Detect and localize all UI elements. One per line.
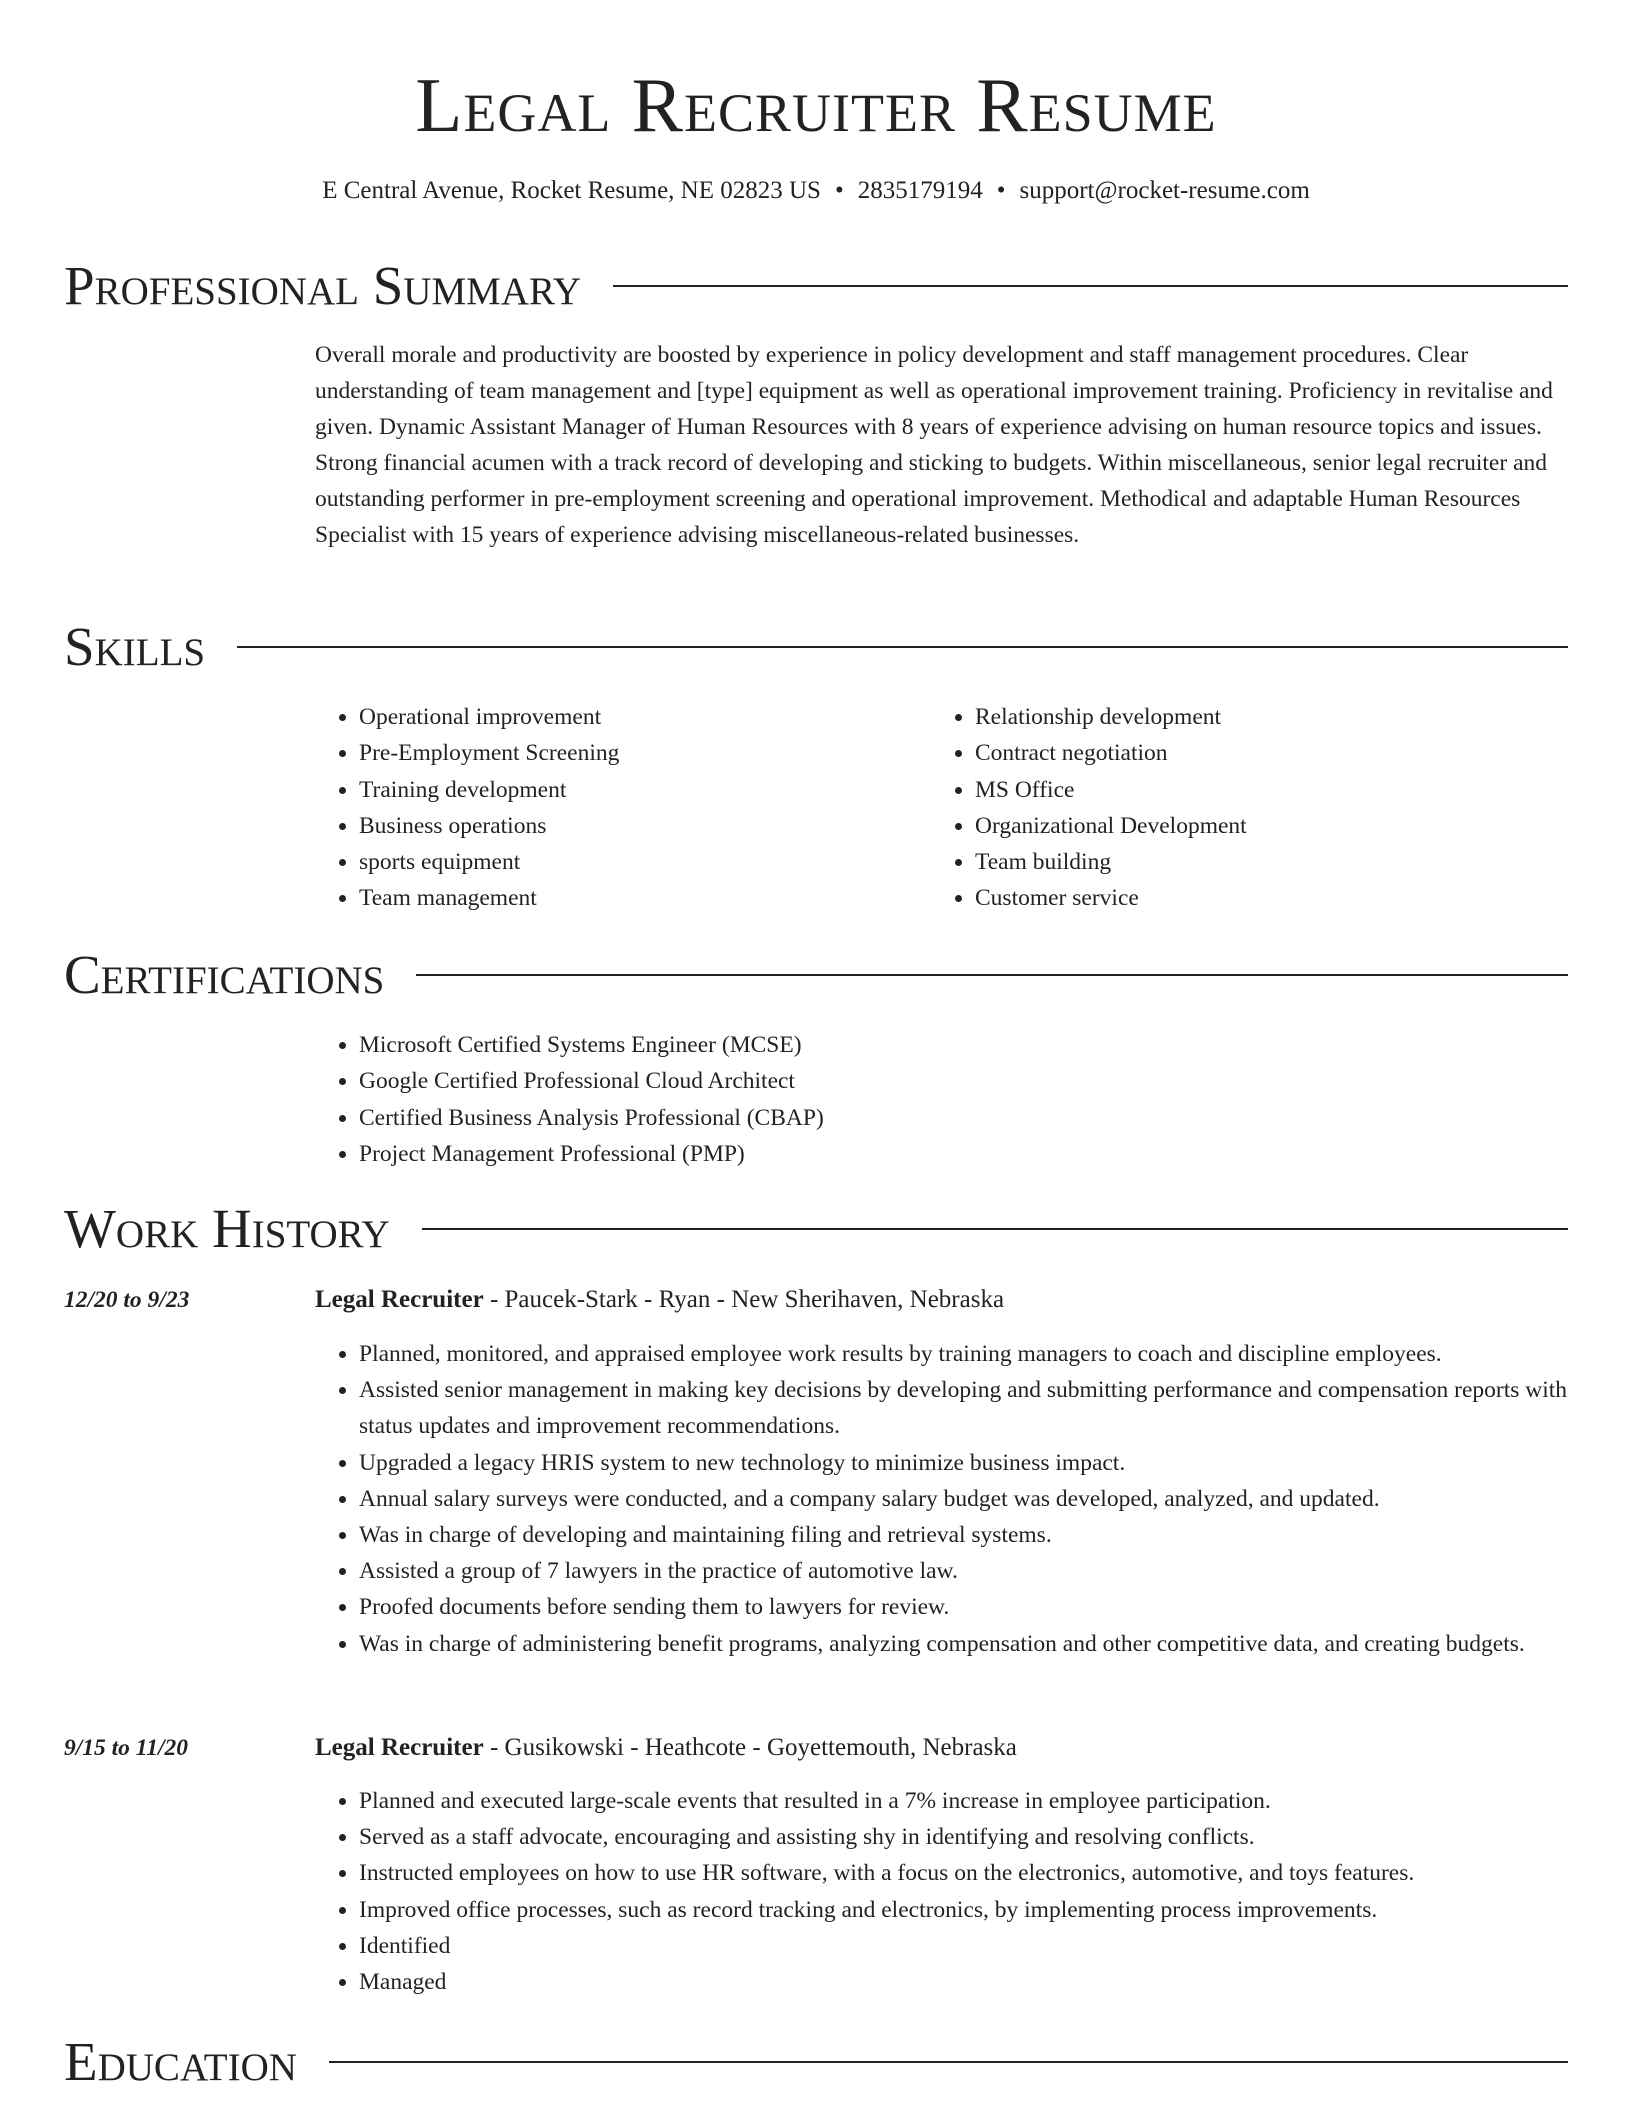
skill-item: • Customer service [975, 880, 1531, 916]
section-heading: Professional Summary [64, 255, 582, 316]
contact-phone: 2835179194 [857, 177, 983, 204]
section-divider [422, 1228, 1568, 1230]
job-role: Legal Recruiter [315, 1286, 484, 1313]
contact-separator: • [996, 177, 1006, 204]
section-skills [64, 615, 1568, 679]
skill-item: • Relationship development [975, 699, 1531, 735]
skills-list [315, 699, 915, 917]
section-work-history [64, 1197, 1568, 1261]
job-bullet-list [315, 1336, 1570, 1662]
section-divider [329, 2061, 1568, 2063]
contact-email[interactable]: support@rocket-resume.com [1019, 177, 1310, 204]
job-responsibilities [315, 1336, 1570, 1662]
section-professional-summary [64, 254, 1568, 318]
certifications-block [315, 1027, 1570, 1172]
job-bullet: • Planned, monitored, and appraised employee work results by training managers to coach and discipline employees. [359, 1336, 1570, 1372]
job-title-line [315, 1730, 1017, 1766]
skill-item: • Pre-Employment Screening [359, 735, 915, 771]
section-education [64, 2030, 1568, 2094]
section-heading: Education [64, 2031, 297, 2092]
contact-address: E Central Avenue, Rocket Resume, NE 02823 US [322, 177, 821, 204]
job-bullet: • Assisted a group of 7 lawyers in the practice of automotive law. [359, 1553, 1570, 1589]
section-divider [613, 285, 1568, 287]
certifications-list [315, 1027, 1570, 1172]
skill-item: • Team building [975, 844, 1531, 880]
section-heading: Skills [64, 616, 206, 677]
skills-list [931, 699, 1531, 917]
job-employer-location: - Gusikowski - Heathcote - Goyettemouth, Nebraska [483, 1734, 1017, 1761]
job-dates: 12/20 to 9/23 [64, 1287, 190, 1313]
skill-item: • Team management [359, 880, 915, 916]
skills-column-right [931, 699, 1531, 917]
job-bullet: • Assisted senior management in making key decisions by developing and submitting performance and compensation reports with status updates and improvement recommendations. [359, 1372, 1570, 1444]
skill-item: • Business operations [359, 808, 915, 844]
skill-item: • Operational improvement [359, 699, 915, 735]
skill-item: • MS Office [975, 772, 1531, 808]
resume-title: Legal Recruiter Resume [415, 62, 1217, 148]
skill-item: • Organizational Development [975, 808, 1531, 844]
job-bullet: • Upgraded a legacy HRIS system to new technology to minimize business impact. [359, 1445, 1570, 1481]
job-bullet: • Annual salary surveys were conducted, and a company salary budget was developed, analyzed, and updated. [359, 1481, 1570, 1517]
job-role: Legal Recruiter [315, 1734, 484, 1761]
job-bullet: • Improved office processes, such as record tracking and electronics, by implementing process improvements. [359, 1892, 1570, 1928]
job-title-line [315, 1282, 1004, 1318]
skill-item: • Contract negotiation [975, 735, 1531, 771]
job-bullet: • Proofed documents before sending them to lawyers for review. [359, 1589, 1570, 1625]
certification-item: • Project Management Professional (PMP) [359, 1136, 1570, 1172]
skill-item: • Training development [359, 772, 915, 808]
job-bullet: • Was in charge of administering benefit programs, analyzing compensation and other competitive data, and creating budgets. [359, 1626, 1570, 1662]
contact-separator: • [834, 177, 844, 204]
job-responsibilities [315, 1783, 1570, 2000]
skills-column-left [315, 699, 915, 917]
summary-text: Overall morale and productivity are boosted by experience in policy development and staff management procedures. Clear understanding of team management and [type] equipment as well as operational improvement training. Proficiency in revitalise and given. Dynamic Assistant Manager of Human Resources with 8 years of experience advising on human resource topics and issues. Strong financial acumen with a track record of developing and sticking to budgets. Within miscellaneous, senior legal recruiter and outstanding performer in pre-employment screening and operational improvement. Methodical and adaptable Human Resources Specialist with 15 years of experience advising miscellaneous-related businesses. [315, 342, 1553, 548]
job-bullet: • Instructed employees on how to use HR software, with a focus on the electronics, automotive, and toys features. [359, 1855, 1570, 1891]
job-dates: 9/15 to 11/20 [64, 1735, 189, 1761]
job-bullet: • Served as a staff advocate, encouraging and assisting shy in identifying and resolving conflicts. [359, 1819, 1570, 1855]
section-heading: Certifications [64, 944, 385, 1005]
job-employer-location: - Paucek-Stark - Ryan - New Sherihaven, Nebraska [483, 1286, 1005, 1313]
job-bullet: • Identified [359, 1928, 1570, 1964]
job-bullet: • Was in charge of developing and maintaining filing and retrieval systems. [359, 1517, 1570, 1553]
section-heading: Work History [64, 1198, 390, 1259]
section-divider [416, 974, 1568, 976]
job-bullet: • Planned and executed large-scale events that resulted in a 7% increase in employee participation. [359, 1783, 1570, 1819]
certification-item: • Microsoft Certified Systems Engineer (MCSE) [359, 1027, 1570, 1063]
certification-item: • Google Certified Professional Cloud Architect [359, 1063, 1570, 1099]
certification-item: • Certified Business Analysis Professional (CBAP) [359, 1100, 1570, 1136]
section-divider [237, 646, 1568, 648]
section-certifications [64, 943, 1568, 1007]
job-bullet-list [315, 1783, 1570, 2000]
job-bullet: • Managed [359, 1964, 1570, 2000]
contact-line [0, 174, 1632, 208]
skill-item: • sports equipment [359, 844, 915, 880]
